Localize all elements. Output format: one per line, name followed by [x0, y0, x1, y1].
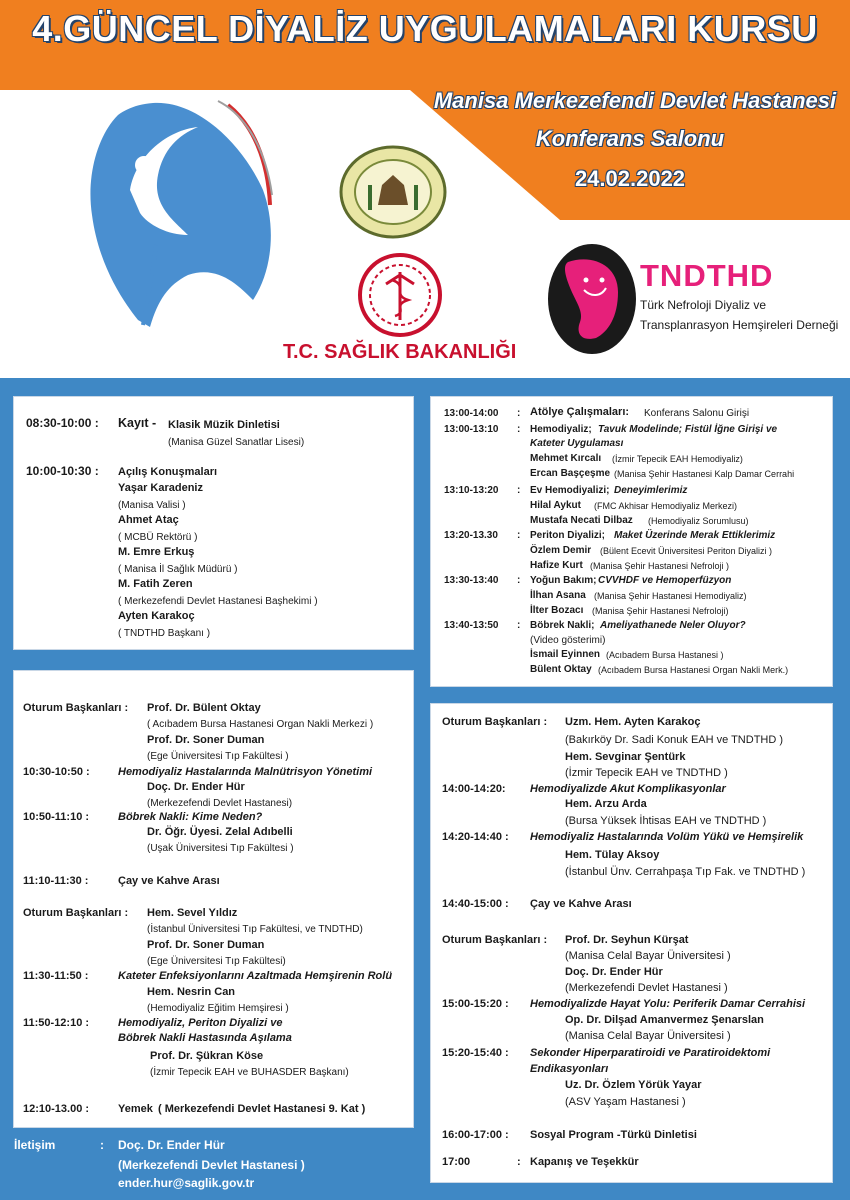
speaker-role: (İzmir Tepecik EAH Hemodiyaliz) [612, 454, 743, 464]
chair-role: (Bakırköy Dr. Sadi Konuk EAH ve TNDTHD ) [565, 734, 784, 746]
closing-title: Kapanış ve Teşekkür [530, 1156, 639, 1168]
chair-role: (Merkezefendi Devlet Hastanesi ) [565, 982, 728, 994]
speaker-role: (Merkezefendi Devlet Hastanesi) [147, 798, 293, 809]
chair-name: Uzm. Hem. Ayten Karakoç [565, 716, 701, 728]
hospital-seal-icon [338, 145, 448, 240]
lunch-sub: ( Merkezefendi Devlet Hastanesi 9. Kat ) [158, 1103, 366, 1115]
speaker-name: Özlem Demir [530, 545, 592, 556]
chairs-label: Oturum Başkanları : [23, 702, 129, 714]
speaker-name: Hafize Kurt [530, 560, 583, 571]
colon: : [517, 575, 521, 586]
session-topic: Hemodiyaliz Hastalarında Malnütrisyon Yönetimi [118, 766, 373, 778]
session-title: Hemodiyaliz; [530, 424, 592, 435]
venue-name: Manisa Merkezefendi Devlet Hastanesi [433, 88, 837, 113]
colon: : [517, 1156, 521, 1168]
session-title: Açılış Konuşmaları [118, 466, 218, 478]
time-label: 13:10-13:20 [444, 485, 499, 496]
speaker-role: (Manisa Celal Bayar Üniversitesi ) [565, 1030, 731, 1042]
colon: : [517, 485, 521, 496]
speaker-name: Uz. Dr. Özlem Yörük Yayar [565, 1079, 702, 1091]
session-topic: Hemodiyalizde Akut Komplikasyonlar [530, 783, 726, 795]
time-label: 11:30-11:50 : [23, 970, 89, 982]
page-title: 4.GÜNCEL DİYALİZ UYGULAMALARI KURSU [32, 8, 818, 49]
speaker-name: Hem. Tülay Aksoy [565, 849, 660, 861]
colon: : [517, 620, 521, 631]
chair-role: (Manisa Celal Bayar Üniversitesi ) [565, 950, 731, 962]
chair-name: Doç. Dr. Ender Hür [565, 966, 663, 978]
session-title: Ev Hemodiyalizi; [530, 485, 610, 496]
time-label: 14:00-14:20: [442, 783, 506, 795]
speaker-role: ( Manisa İl Sağlık Müdürü ) [118, 564, 238, 575]
speaker-name: İsmail Eyinnen [530, 649, 601, 660]
time-label: 12:10-13.00 : [23, 1103, 90, 1115]
session-title: Yoğun Bakım; [530, 575, 597, 586]
association-short-name: TNDTHD [640, 258, 774, 293]
speaker-role: (Manisa Şehir Hastanesi Kalp Damar Cerrahi [614, 469, 795, 479]
colon: : [517, 530, 521, 541]
speaker-name: Ercan Başçeşme [530, 468, 611, 479]
colon: : [517, 424, 521, 435]
time-label: 14:20-14:40 : [442, 831, 509, 843]
speaker-name: Hem. Nesrin Can [147, 986, 236, 998]
speaker-role: (Manisa Valisi ) [118, 500, 186, 511]
contact-org: (Merkezefendi Devlet Hastanesi ) [118, 1158, 305, 1172]
lunch-title: Yemek [118, 1103, 153, 1115]
speaker-role: (FMC Akhisar Hemodiyaliz Merkezi) [594, 501, 738, 511]
chairs-label: Oturum Başkanları : [442, 716, 548, 728]
speaker-name: Hilal Aykut [530, 500, 581, 511]
session-topic: Sekonder Hiperparatiroidi ve Paratiroidektomi [530, 1047, 771, 1059]
time-label: 17:00 [442, 1156, 471, 1168]
speaker-role: (İzmir Tepecik EAH ve BUHASDER Başkanı) [150, 1067, 349, 1078]
ministry-name: T.C. SAĞLIK BAKANLIĞI [283, 341, 517, 363]
session-topic: Kateter Enfeksiyonlarını Azaltmada Hemşirenin Rolü [118, 970, 393, 982]
time-label: 14:40-15:00 : [442, 898, 509, 910]
speaker-role: ( Merkezefendi Devlet Hastanesi Başhekimi ) [118, 596, 318, 607]
time-label: 15:00-15:20 : [442, 998, 509, 1010]
session-topic: Deneyimlerimiz [614, 485, 688, 496]
speaker-name: Doç. Dr. Ender Hür [147, 781, 245, 793]
session-topic: Hemodiyalizde Hayat Yolu: Periferik Damar Cerrahisi [530, 998, 806, 1010]
session-topic: Hemodiyaliz Hastalarında Volüm Yükü ve Hemşirelik [530, 831, 804, 843]
session-topic: Tavuk Modelinde; Fistül İğne Girişi ve [598, 424, 778, 435]
ministry-emblem-icon [350, 250, 450, 340]
contact-label: İletişim [14, 1138, 56, 1152]
time-label: 10:50-11:10 : [23, 811, 90, 823]
session-title: Klasik Müzik Dinletisi [168, 419, 280, 431]
session-title: Böbrek Nakli; [530, 620, 595, 631]
speaker-name: Hem. Arzu Arda [565, 798, 647, 810]
time-label: 10:30-10:50 : [23, 766, 90, 778]
time-label: 13:00-14:00 [444, 408, 499, 419]
speaker-name: Ayten Karakoç [118, 610, 195, 622]
time-label: 13:40-13:50 [444, 620, 499, 631]
time-label: 11:10-11:30 : [23, 875, 89, 887]
session-topic: Maket Üzerinde Merak Ettiklerimiz [614, 530, 776, 541]
chair-role: (İzmir Tepecik EAH ve TNDTHD ) [565, 767, 728, 779]
chairs-label: Oturum Başkanları : [23, 907, 129, 919]
speaker-role: (ASV Yaşam Hastanesi ) [565, 1096, 686, 1108]
speaker-name: Op. Dr. Dilşad Amanvermez Şenarslan [565, 1014, 764, 1026]
speaker-name: Dr. Öğr. Üyesi. Zelal Adıbelli [147, 826, 293, 838]
social-title: Sosyal Program -Türkü Dinletisi [530, 1129, 697, 1141]
time-label: 08:30-10:00 : [26, 416, 99, 430]
speaker-role: (Bursa Yüksek İhtisas EAH ve TNDTHD ) [565, 815, 767, 827]
session-title: Periton Diyalizi; [530, 530, 606, 541]
association-logo-icon [546, 242, 638, 357]
speaker-role: (Acıbadem Bursa Hastanesi ) [606, 650, 724, 660]
speaker-role: (Acıbadem Bursa Hastanesi Organ Nakli Merk.) [598, 665, 789, 675]
chair-name: Prof. Dr. Soner Duman [147, 939, 265, 951]
time-label: 15:20-15:40 : [442, 1047, 509, 1059]
speaker-name: M. Emre Erkuş [118, 546, 195, 558]
session-title: Kayıt - [118, 416, 157, 430]
time-label: 13:30-13:40 [444, 575, 499, 586]
speaker-role: ( MCBÜ Rektörü ) [118, 532, 198, 543]
colon: : [517, 408, 521, 419]
session-topic: Hemodiyaliz, Periton Diyalizi ve [118, 1017, 283, 1029]
time-label: 11:50-12:10 : [23, 1017, 90, 1029]
speaker-role: (İstanbul Ünv. Cerrahpaşa Tıp Fak. ve TNDTHD ) [565, 866, 806, 878]
speaker-role: ( TNDTHD Başkanı ) [118, 628, 211, 639]
speaker-role: (Hemodiyaliz Eğitim Hemşiresi ) [147, 1003, 289, 1014]
contact-name: Doç. Dr. Ender Hür [118, 1138, 225, 1152]
session-sub: Konferans Salonu Girişi [644, 408, 750, 419]
session-topic: Böbrek Nakli Hastasında Aşılama [118, 1032, 292, 1044]
speaker-role: (Bülent Ecevit Üniversitesi Periton Diyalizi ) [600, 546, 773, 556]
chair-role: (İstanbul Üniversitesi Tıp Fakültesi, ve TNDTHD) [147, 924, 363, 935]
contact-email[interactable]: ender.hur@saglik.gov.tr [118, 1176, 255, 1190]
association-full-name-2: Transplanrasyon Hemşireleri Derneği [640, 318, 839, 332]
venue-hall: Konferans Salonu [535, 126, 725, 151]
speaker-name: M. Fatih Zeren [118, 578, 193, 590]
speaker-name: İlhan Asana [530, 590, 586, 601]
session-sub: (Manisa Güzel Sanatlar Lisesi) [168, 437, 305, 448]
chair-name: Prof. Dr. Soner Duman [147, 734, 265, 746]
chairs-label: Oturum Başkanları : [442, 934, 548, 946]
speaker-name: Prof. Dr. Şükran Köse [150, 1050, 264, 1062]
session-topic: Kateter Uygulaması [530, 438, 624, 449]
time-label: 13:00-13:10 [444, 424, 499, 435]
speaker-role: (Manisa Şehir Hastanesi Nefroloji) [592, 606, 729, 616]
contact-colon: : [100, 1138, 104, 1152]
session-topic: Ameliyathanede Neler Oluyor? [600, 620, 746, 631]
speaker-name: Mustafa Necati Dilbaz [530, 515, 633, 526]
break-title: Çay ve Kahve Arası [530, 898, 632, 910]
time-label: 10:00-10:30 : [26, 464, 99, 478]
association-full-name-1: Türk Nefroloji Diyaliz ve [640, 298, 767, 312]
speaker-name: Yaşar Karadeniz [118, 482, 203, 494]
speaker-name: Ahmet Ataç [118, 514, 179, 526]
kidney-logo-icon [78, 95, 278, 355]
chair-role: (Ege Üniversitesi Tıp Fakültesi ) [147, 751, 289, 762]
session-sub: (Video gösterimi) [530, 635, 606, 646]
chair-role: ( Acıbadem Bursa Hastanesi Organ Nakli Merkezi ) [147, 719, 374, 730]
speaker-role: (Manisa Şehir Hastanesi Nefroloji ) [590, 561, 730, 571]
session-title: Atölye Çalışmaları: [530, 406, 630, 418]
speaker-role: (Manisa Şehir Hastanesi Hemodiyaliz) [594, 591, 747, 601]
break-title: Çay ve Kahve Arası [118, 875, 220, 887]
speaker-name: Bülent Oktay [530, 664, 592, 675]
chair-name: Prof. Dr. Bülent Oktay [147, 702, 261, 714]
speaker-role: (Uşak Üniversitesi Tıp Fakültesi ) [147, 843, 294, 854]
chair-name: Hem. Sevginar Şentürk [565, 751, 686, 763]
session-topic: CVVHDF ve Hemoperfüzyon [598, 575, 732, 586]
session-topic: Böbrek Nakli: Kime Neden? [118, 811, 263, 823]
session-topic: Endikasyonları [530, 1063, 609, 1075]
speaker-role: (Hemodiyaliz Sorumlusu) [648, 516, 749, 526]
event-date: 24.02.2022 [574, 166, 686, 191]
chair-name: Hem. Sevel Yıldız [147, 907, 238, 919]
time-label: 16:00-17:00 : [442, 1129, 509, 1141]
speaker-name: Mehmet Kırcalı [530, 453, 602, 464]
chair-role: (Ege Üniversitesi Tıp Fakültesi) [147, 956, 286, 967]
opening-box [13, 396, 414, 650]
speaker-name: İlter Bozacı [530, 605, 584, 616]
time-label: 13:20-13.30 [444, 530, 498, 541]
chair-name: Prof. Dr. Seyhun Kürşat [565, 934, 689, 946]
